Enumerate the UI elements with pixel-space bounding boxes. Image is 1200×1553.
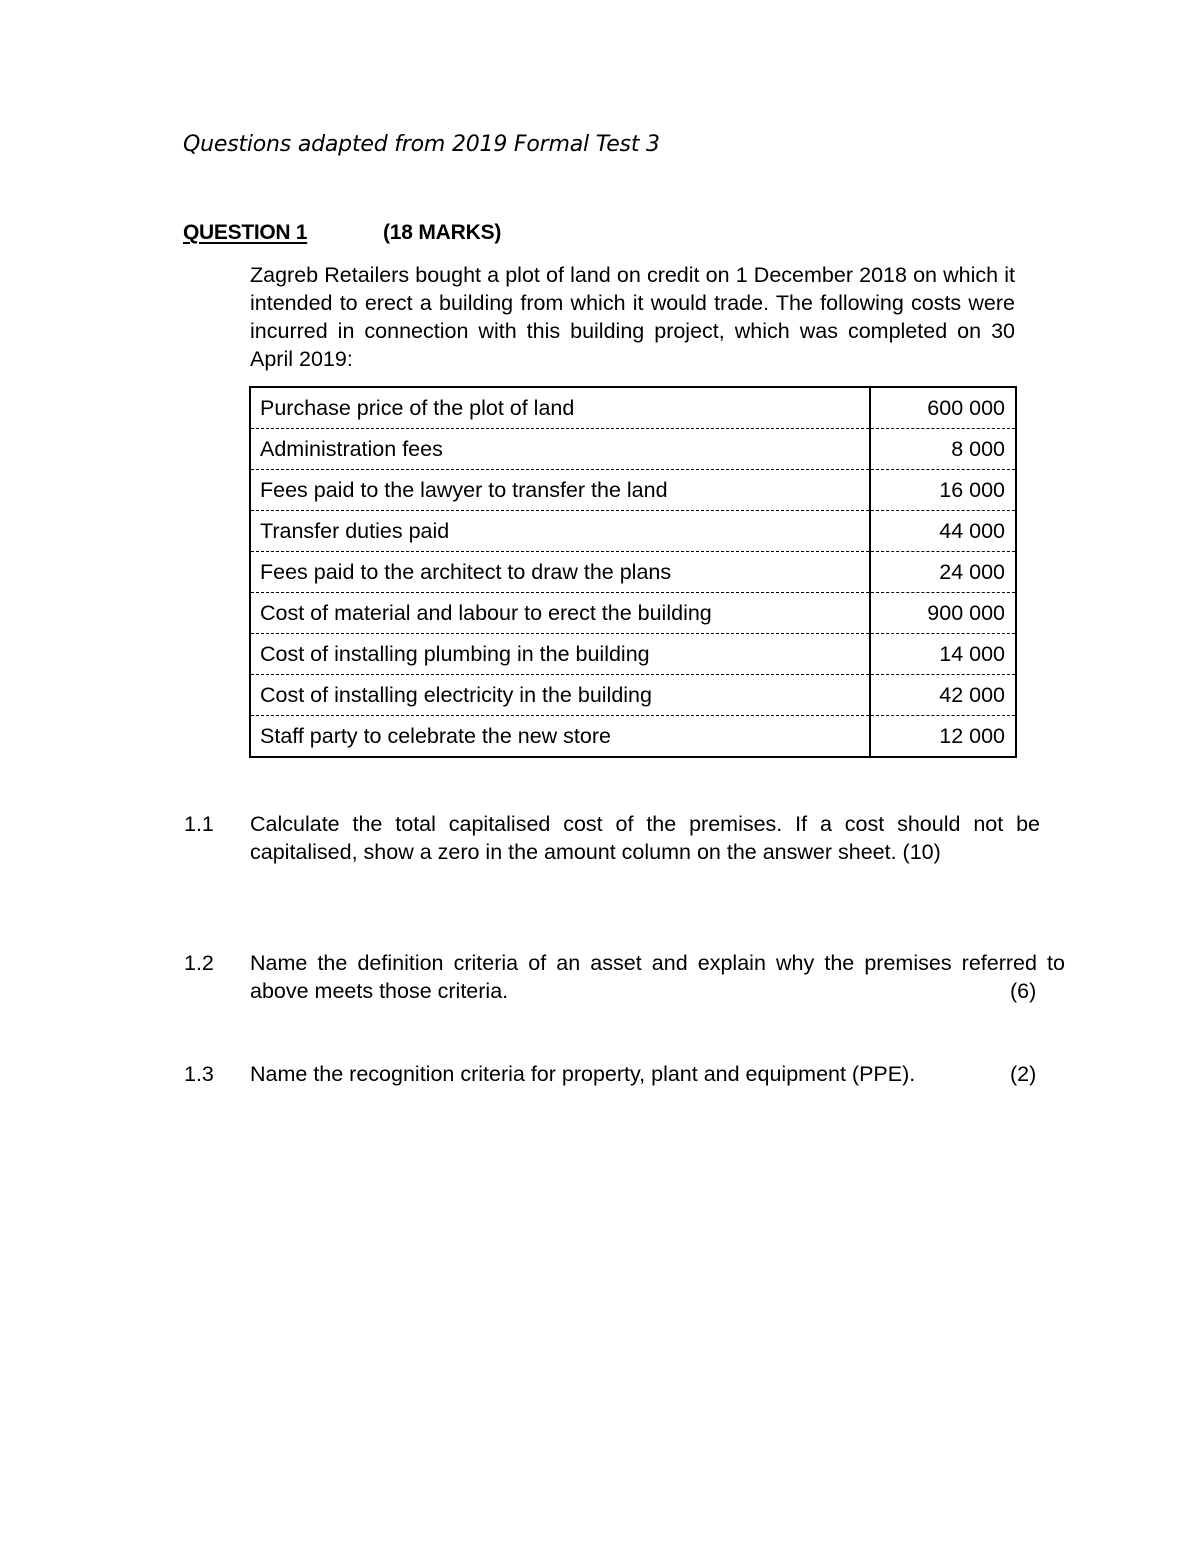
table-row [250, 511, 1016, 552]
subquestion-number: 1.1 [184, 812, 214, 836]
cost-item: Cost of installing electricity in the building [250, 675, 870, 716]
page-subtitle: Questions adapted from 2019 Formal Test 3 [183, 132, 660, 157]
table-row [250, 716, 1016, 758]
cost-item: Cost of material and labour to erect the building [250, 593, 870, 634]
table-row [250, 429, 1016, 470]
subquestion-marks: (2) [1010, 1062, 1037, 1086]
subquestion-marks: (6) [1010, 979, 1037, 1003]
cost-amount: 900 000 [870, 593, 1016, 634]
table-row [250, 675, 1016, 716]
cost-item: Administration fees [250, 429, 870, 470]
cost-amount: 24 000 [870, 552, 1016, 593]
table-row [250, 593, 1016, 634]
cost-amount: 14 000 [870, 634, 1016, 675]
table-row [250, 634, 1016, 675]
cost-item: Purchase price of the plot of land [250, 387, 870, 429]
cost-amount: 8 000 [870, 429, 1016, 470]
cost-item: Cost of installing plumbing in the building [250, 634, 870, 675]
cost-item: Staff party to celebrate the new store [260, 723, 611, 748]
cost-amount: 600 000 [870, 387, 1016, 429]
cost-item: Fees paid to the lawyer to transfer the land [250, 470, 870, 511]
question-marks: (18 MARKS) [383, 221, 502, 244]
cost-item: Fees paid to the architect to draw the plans [250, 552, 870, 593]
cost-table [249, 386, 1017, 758]
table-row [250, 387, 1016, 429]
question-title: QUESTION 1 [183, 221, 308, 244]
cost-item: Transfer duties paid [250, 511, 870, 552]
subquestion-text: Calculate the total capitalised cost of the premises. If a cost should not be capitalised, show a zero in the amount column on the answer sheet. (10) [250, 812, 1040, 864]
subquestion-text: Name the recognition criteria for property, plant and equipment (PPE). [250, 1062, 916, 1086]
cost-amount: 42 000 [870, 675, 1016, 716]
cost-amount: 12 000 [870, 716, 1016, 758]
table-row [250, 552, 1016, 593]
subquestion-number: 1.3 [184, 1062, 214, 1086]
subquestion-text: Name the definition criteria of an asset and explain why the premises referred to above meets those criteria. [250, 951, 1065, 1003]
cost-amount: 16 000 [870, 470, 1016, 511]
subquestion-number: 1.2 [184, 951, 214, 975]
question-heading [183, 221, 502, 245]
question-intro: Zagreb Retailers bought a plot of land on credit on 1 December 2018 on which it intended to erect a building from which it would trade. The following costs were incurred in connection with this building project, which was completed on 30 April 2019: [250, 263, 1015, 371]
table-row [250, 470, 1016, 511]
cost-amount: 44 000 [870, 511, 1016, 552]
